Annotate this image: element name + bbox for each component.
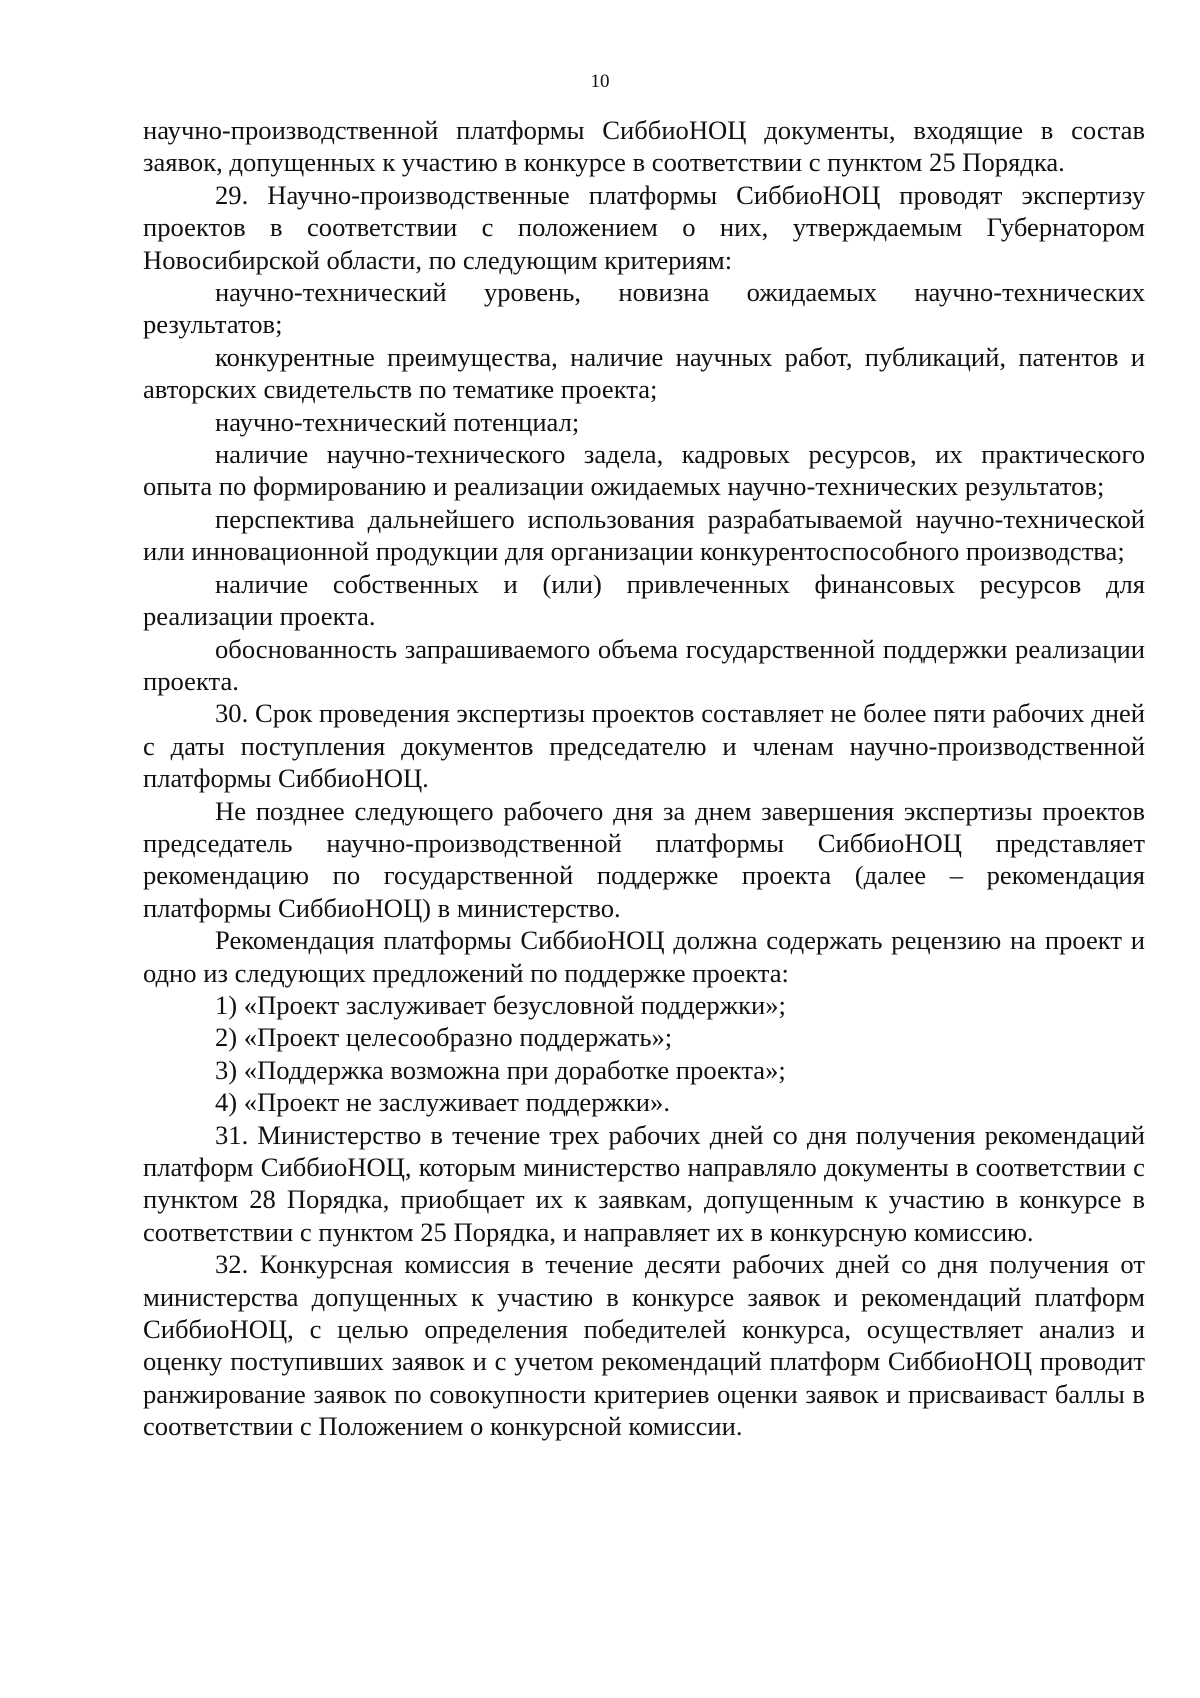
criterion-technical-potential: научно-технический потенциал; [215, 406, 580, 437]
paragraph-clause-32: 32. Конкурсная комиссия в течение десяти рабочих дней со дня получения от министерства допущенных к участию в конкурсе заявок и рекомендаций платформ СиббиоНОЦ, с целью определения победителей конкурса, осуществляет анализ и оценку поступивших заявок и с учетом рекомендаций платформ СиббиоНОЦ проводит ранжирование заявок по совокупности критериев оценки заявок и присваиваст баллы в соответствии с Положением о конкурсной комиссии. [143, 1249, 1145, 1442]
criterion-support-justification: обоснованность запрашиваемого объема государственной поддержки реализации проекта. [143, 633, 1145, 696]
criterion-scientific-level: научно-технический уровень, новизна ожидаемых научно-технических результатов; [143, 277, 1145, 340]
criterion-competitive-advantages: конкурентные преимущества, наличие научных работ, публикаций, патентов и авторских свидетельств по тематике проекта; [143, 341, 1145, 405]
criterion-technical-groundwork: наличие научно-технического задела, кадровых ресурсов, их практического опыта по формированию и реализации ожидаемых научно-технических результатов; [143, 439, 1145, 502]
document-body [143, 114, 1145, 1443]
option-no-support: 4) «Проект не заслуживает поддержки». [215, 1087, 670, 1118]
paragraph-clause-29: 29. Научно-производственные платформы СиббиоНОЦ проводят экспертизу проектов в соответствии с положением о них, утверждаемым Губернатором Новосибирской области, по следующим критериям: [143, 179, 1145, 275]
option-support-advisable: 2) «Проект целесообразно поддержать»; [215, 1022, 673, 1053]
criterion-financial-resources: наличие собственных и (или) привлеченных финансовых ресурсов для реализации проекта. [143, 568, 1145, 632]
paragraph-recommendation-deadline: Не позднее следующего рабочего дня за днем завершения экспертизы проектов председатель научно-производственной платформы СиббиоНОЦ представляет рекомендацию по государственной поддержке проекта (далее – рекомендация платформы СиббиоНОЦ) в министерство. [143, 795, 1145, 923]
criterion-usage-perspective: перспектива дальнейшего использования разрабатываемой научно-технической или инновационной продукции для организации конкурентоспособного производства; [143, 503, 1145, 567]
option-unconditional-support: 1) «Проект заслуживает безусловной поддержки»; [215, 989, 786, 1020]
paragraph-clause-30: 30. Срок проведения экспертизы проектов составляет не более пяти рабочих дней с даты поступления документов председателю и членам научно-производственной платформы СиббиоНОЦ. [143, 698, 1145, 794]
paragraph-continuation: научно-производственной платформы СиббиоНОЦ документы, входящие в состав заявок, допущенных к участию в конкурсе в соответствии с пунктом 25 Порядка. [143, 115, 1145, 178]
paragraph-clause-31: 31. Министерство в течение трех рабочих дней со дня получения рекомендаций платформ СиббиоНОЦ, которым министерство направляло документы в соответствии с пунктом 28 Порядка, приобщает их к заявкам, допущенным к участию в конкурсе в соответствии с пунктом 25 Порядка, и направляет их в конкурсную комиссию. [143, 1119, 1145, 1247]
option-support-after-revision: 3) «Поддержка возможна при доработке проекта»; [215, 1054, 786, 1085]
page-number: 10 [590, 71, 610, 92]
paragraph-recommendation-content: Рекомендация платформы СиббиоНОЦ должна содержать рецензию на проект и одно из следующих предложений по поддержке проекта: [143, 925, 1145, 988]
